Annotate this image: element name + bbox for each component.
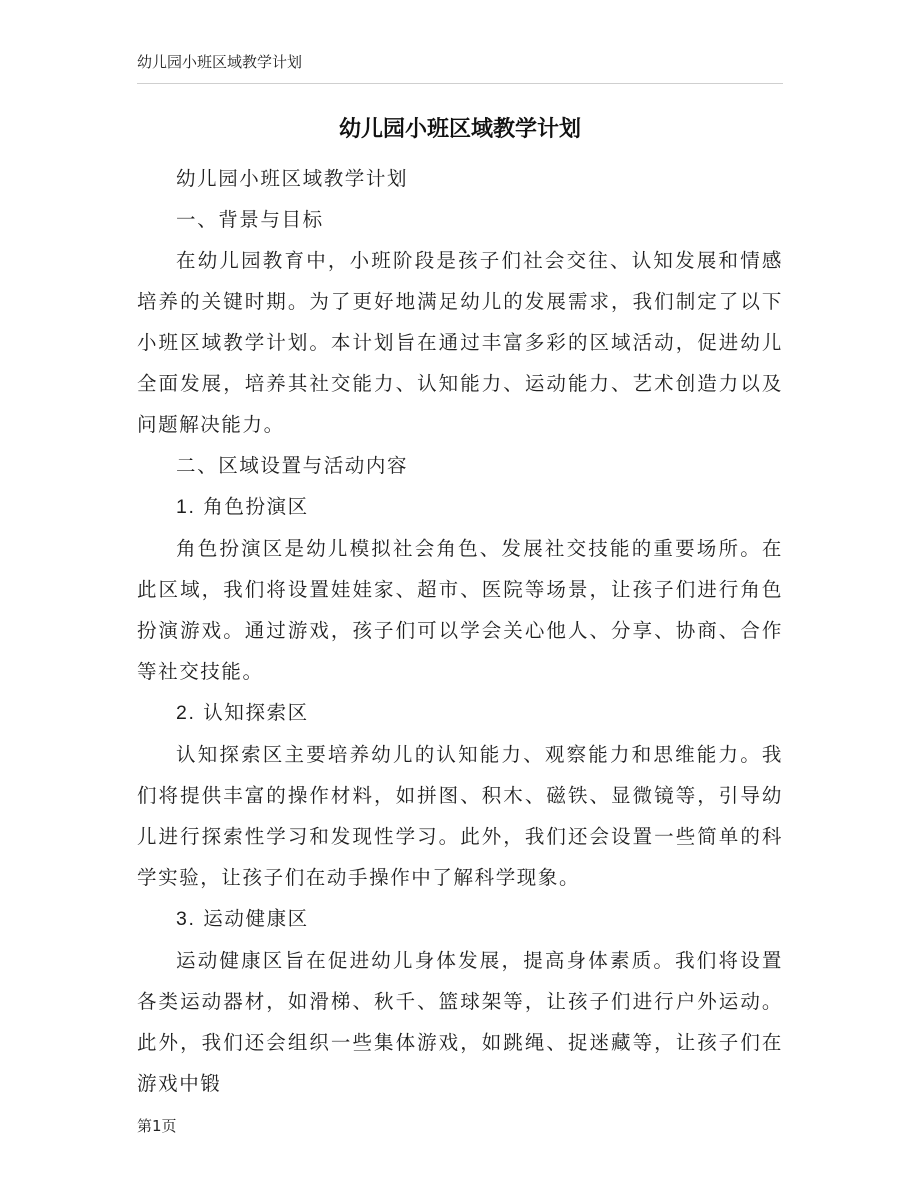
background-paragraph: 在幼儿园教育中，小班阶段是孩子们社会交往、认知发展和情感培养的关键时期。为了更好地满足幼儿的发展需求，我们制定了以下小班区域教学计划。本计划旨在通过丰富多彩的区域活动，促进幼儿全面发展，培养其社交能力、认知能力、运动能力、艺术创造力以及问题解决能力。: [137, 249, 783, 436]
area-heading-text: 认知探索区: [203, 701, 309, 724]
area-heading-role-play: [137, 486, 783, 528]
running-header: 幼儿园小班区域教学计划: [137, 53, 303, 71]
area-heading-text: 角色扮演区: [203, 495, 309, 518]
document-title: 幼儿园小班区域教学计划: [338, 117, 581, 142]
area-heading-cognitive: [137, 692, 783, 734]
area-heading-text: 运动健康区: [203, 907, 309, 930]
area-heading-sports: [137, 898, 783, 940]
area-number: 2.: [176, 702, 196, 724]
document-body: [137, 158, 783, 1104]
document-subtitle: 幼儿园小班区域教学计划: [176, 167, 409, 190]
area-number: 3.: [176, 908, 196, 930]
section-heading-areas: 二、区域设置与活动内容: [176, 454, 409, 477]
area-number: 1.: [176, 496, 196, 518]
sports-paragraph: 运动健康区旨在促进幼儿身体发展，提高身体素质。我们将设置各类运动器材，如滑梯、秋千、篮球架等，让孩子们进行户外运动。此外，我们还会组织一些集体游戏，如跳绳、捉迷藏等，让孩子们在游戏中锻: [137, 949, 783, 1095]
section-heading-background: 一、背景与目标: [176, 208, 324, 231]
page-number: 第1页: [137, 1117, 177, 1135]
role-play-paragraph: 角色扮演区是幼儿模拟社会角色、发展社交技能的重要场所。在此区域，我们将设置娃娃家、超市、医院等场景，让孩子们进行角色扮演游戏。通过游戏，孩子们可以学会关心他人、分享、协商、合作等社交技能。: [137, 537, 783, 683]
cognitive-paragraph: 认知探索区主要培养幼儿的认知能力、观察能力和思维能力。我们将提供丰富的操作材料，如拼图、积木、磁铁、显微镜等，引导幼儿进行探索性学习和发现性学习。此外，我们还会设置一些简单的科学实验，让孩子们在动手操作中了解科学现象。: [137, 743, 783, 889]
header-divider: [137, 83, 783, 84]
